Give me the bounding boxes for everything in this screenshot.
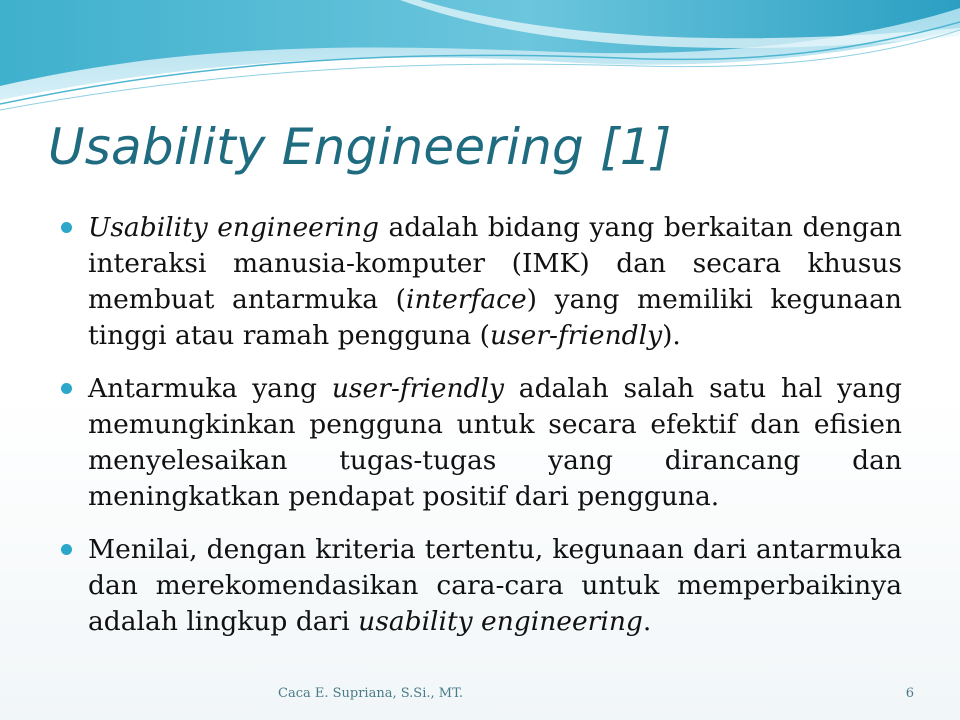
bullet-list bbox=[60, 210, 902, 657]
bullet-icon bbox=[61, 544, 72, 555]
italic-text-segment: user-friendly bbox=[331, 373, 504, 404]
text-segment: Menilai, dengan kriteria tertentu, kegunaan dari antarmuka dan merekomendasikan cara-cara untuk memperbaikinya adalah lingkup dari bbox=[88, 534, 902, 637]
italic-text-segment: interface bbox=[405, 284, 527, 315]
text-segment: ) yang memiliki kegunaan tinggi atau ramah pengguna ( bbox=[88, 284, 902, 351]
italic-text-segment: Usability engineering bbox=[88, 212, 380, 243]
text-segment: adalah bidang yang berkaitan dengan interaksi manusia-komputer (IMK) dan secara khusus membuat antarmuka ( bbox=[88, 212, 902, 315]
bullet-item bbox=[60, 371, 902, 515]
slide-title: Usability Engineering [1] bbox=[48, 118, 672, 176]
bullet-item bbox=[60, 532, 902, 640]
bullet-icon bbox=[61, 222, 72, 233]
text-segment: adalah salah satu hal yang memungkinkan pengguna untuk secara efektif dan efisien menyelesaikan tugas-tugas yang dirancang dan meningkatkan pendapat positif dari pengguna. bbox=[88, 373, 902, 512]
footer-author: Caca E. Supriana, S.Si., MT. bbox=[278, 686, 463, 701]
italic-text-segment: user-friendly bbox=[489, 320, 663, 351]
header-wave-decoration bbox=[0, 0, 960, 120]
text-segment: ). bbox=[662, 320, 681, 351]
slide-page-number: 6 bbox=[905, 686, 914, 701]
bullet-item bbox=[60, 210, 902, 354]
italic-text-segment: usability engineering bbox=[358, 606, 643, 637]
text-segment: Antarmuka yang bbox=[88, 373, 332, 404]
bullet-icon bbox=[61, 383, 72, 394]
text-segment: . bbox=[642, 606, 652, 637]
